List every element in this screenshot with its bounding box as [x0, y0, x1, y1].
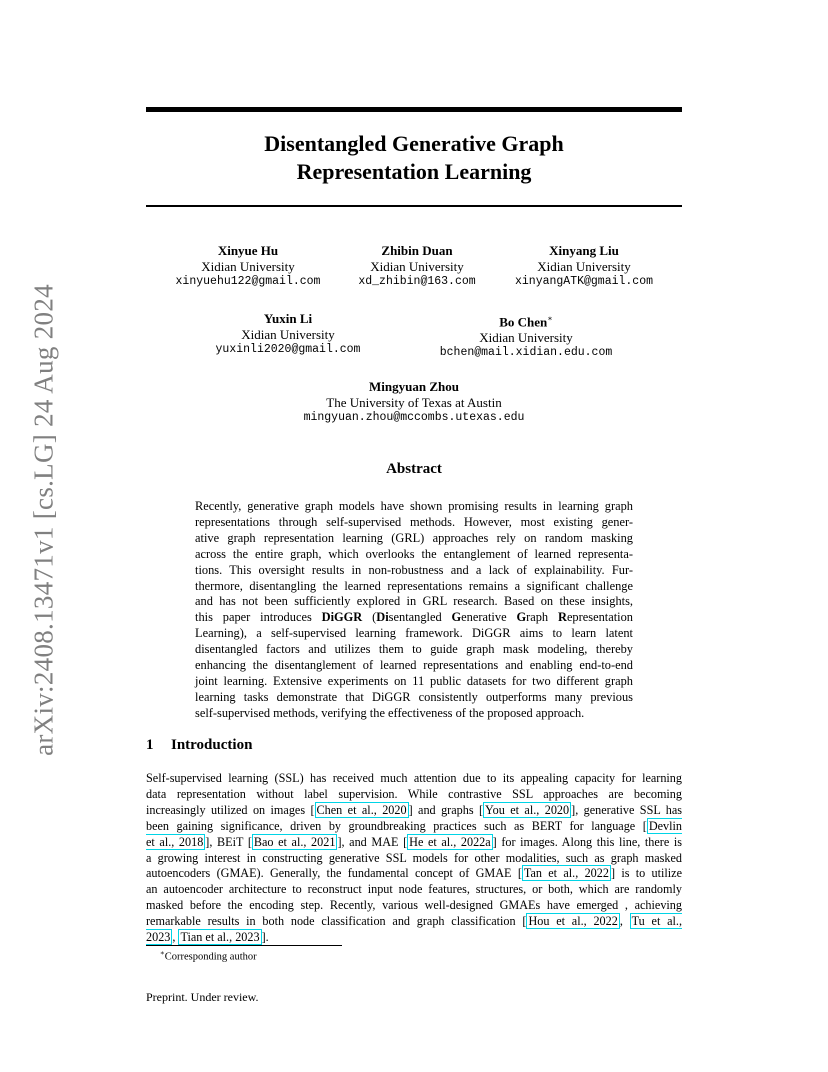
intro-text: , and MAE: [341, 834, 404, 849]
intro-text: ,: [619, 914, 630, 929]
footnote-mark[interactable]: ∗: [547, 314, 553, 323]
author-block: [358, 243, 475, 290]
author-affiliation: Xidian University: [537, 258, 631, 274]
author-affiliation: The University of Texas at Austin: [326, 394, 502, 410]
abstract-heading: Abstract: [386, 461, 442, 477]
author-block: [440, 311, 613, 361]
author-block: [216, 311, 361, 358]
intro-line: a growing interest in constructing generative SSL models for other modalities, such as graph masked: [146, 850, 682, 865]
abstract-line: tions. This oversight results in non-robustness and a lack of explainability. Fur-: [195, 562, 633, 577]
intro-text: been gaining significance, driven by groundbreaking practices such as BERT for language: [146, 818, 643, 833]
author-email[interactable]: xd_zhibin@163.com: [358, 275, 476, 288]
acronym-letters: G: [516, 610, 527, 625]
intro-text: , generative SSL has: [575, 802, 683, 817]
citation-link[interactable]: Tian et al., 2023: [180, 930, 260, 945]
acronym: DiGGR: [321, 610, 363, 625]
abstract-line: joint learning. Extensive experiments on 11 public datasets for two different graph: [195, 673, 633, 688]
acronym-word: enerative: [461, 610, 517, 625]
author-name: Xinyang Liu: [549, 243, 619, 258]
intro-line: autoencoders (GMAE). Generally, the fundamental concept of GMAE [ Tan et al., 2022 ] is to utilize: [146, 866, 682, 881]
arxiv-stamp: arXiv:2408.13471v1 [cs.LG] 24 Aug 2024: [28, 284, 59, 756]
intro-text: autoencoders (GMAE). Generally, the fundamental concept of GMAE: [146, 866, 518, 881]
citation-link[interactable]: Hou et al., 2022: [528, 914, 618, 929]
citation-link[interactable]: Chen et al., 2020: [316, 802, 407, 817]
author-name: Zhibin Duan: [381, 243, 453, 258]
abstract-line: thermore, disentangling the learned representations remains a significant challenge: [195, 578, 633, 593]
intro-line: masked before the encoding step. Recently, various well-designed GMAEs have emerged , achieving: [146, 898, 682, 913]
abstract-line: across the entire graph, which overlooks the entanglement of learned representa-: [195, 546, 633, 561]
section-number: 1: [146, 737, 154, 753]
intro-line: 2023 , Tian et al., 2023 ].: [146, 930, 269, 945]
title-line-2: Representation Learning: [296, 159, 532, 184]
section-heading: [146, 737, 252, 754]
introduction-body: [146, 771, 682, 946]
intro-text: .: [265, 930, 269, 945]
author-affiliation: Xidian University: [201, 258, 295, 274]
author-name: Xinyue Hu: [217, 243, 279, 258]
paper-title: [146, 130, 682, 186]
author-email[interactable]: yuxinli2020@gmail.com: [215, 343, 361, 356]
abstract-line: Recently, generative graph models have shown promising results in learning graph: [195, 499, 633, 513]
citation-link[interactable]: et al., 2018: [146, 834, 204, 849]
abstract-line: learning tasks demonstrate that DiGGR consistently outperforms many previous: [195, 689, 633, 704]
intro-text: remarkable results in both node classification and graph classification: [146, 914, 523, 929]
abstract-text: this paper introduces: [195, 610, 322, 625]
footnote-text: Corresponding author: [164, 951, 257, 963]
intro-text: increasingly utilized on images: [146, 802, 311, 817]
preprint-notice: Preprint. Under review.: [146, 990, 259, 1004]
intro-text: and graphs: [412, 802, 479, 817]
footnote: [160, 949, 257, 963]
author-email[interactable]: mingyuan.zhou@mccombs.utexas.edu: [303, 411, 525, 424]
author-block: [176, 243, 321, 290]
author-name: Mingyuan Zhou: [369, 379, 459, 394]
intro-text: for images. Along this line, there is: [496, 834, 683, 849]
abstract-line: enhancing the disentanglement of learned representations and enabling end-to-end: [195, 658, 633, 673]
citation-link[interactable]: Devlin: [648, 818, 682, 833]
abstract-body: [195, 499, 633, 722]
section-title: Introduction: [171, 737, 253, 753]
intro-text: is to utilize: [615, 866, 682, 881]
acronym-letters: G: [451, 610, 462, 625]
citation-link[interactable]: 2023: [146, 930, 171, 945]
abstract-line: disentangled factors and utilizes them to guide graph mask modeling, thereby: [195, 642, 633, 657]
intro-line: data representation without label supervision. While contrastive SSL approaches are becoming: [146, 786, 682, 801]
citation-link[interactable]: You et al., 2020: [485, 802, 570, 817]
author-email[interactable]: xinyuehu122@gmail.com: [175, 275, 321, 288]
author-email[interactable]: bchen@mail.xidian.edu.com: [439, 346, 613, 360]
intro-line: increasingly utilized on images [ Chen et al., 2020 ] and graphs [ You et al., 2020 ], generative SSL has: [146, 802, 683, 817]
abstract-line: and has not been sufficiently explored in GRL research. Based on these insights,: [195, 594, 633, 609]
citation-link[interactable]: Tan et al., 2022: [523, 866, 609, 881]
author-affiliation: Xidian University: [241, 326, 335, 342]
author-affiliation: Xidian University: [370, 258, 464, 274]
citation-link[interactable]: Tu et al.,: [631, 914, 682, 929]
abstract-line: representations through self-supervised methods. However, most existing gener-: [195, 514, 633, 529]
title-bottom-rule: [146, 205, 682, 207]
intro-line: been gaining significance, driven by groundbreaking practices such as BERT for language [ Devlin: [146, 818, 682, 833]
author-affiliation: Xidian University: [479, 329, 573, 345]
acronym-letters: R: [557, 610, 567, 625]
intro-text: ,: [172, 930, 179, 945]
acronym-letters: Di: [376, 610, 389, 625]
intro-text: , BEiT: [209, 834, 248, 849]
footnote-rule: [146, 945, 342, 946]
acronym-word: sentangled: [388, 610, 452, 625]
title-line-1: Disentangled Generative Graph: [264, 131, 564, 156]
intro-line: Self-supervised learning (SSL) has received much attention due to its appealing capacity for learning: [146, 771, 682, 785]
intro-line: remarkable results in both node classification and graph classification [ Hou et al., 2022 , Tu et al.,: [146, 914, 682, 929]
author-block: [304, 379, 525, 426]
author-email[interactable]: xinyangATK@gmail.com: [514, 275, 654, 288]
author-block: [515, 243, 653, 290]
author-name: [440, 311, 613, 330]
footnote-mark: ∗: [160, 949, 165, 957]
author-name: Yuxin Li: [263, 311, 313, 326]
citation-link[interactable]: Bao et al., 2021: [253, 834, 336, 849]
author-name-text: Bo Chen: [499, 314, 548, 330]
intro-line: et al., 2018 ], BEiT [ Bao et al., 2021 ], and MAE [ He et al., 2022a ] for images. Along this line, there is: [146, 834, 683, 849]
abstract-line: self-supervised methods, verifying the effectiveness of the proposed approach.: [195, 705, 585, 720]
title-top-rule: [146, 107, 682, 112]
citation-link[interactable]: He et al., 2022a: [409, 834, 491, 849]
abstract-line: this paper introduces DiGGR (Disentangled Generative Graph Representation: [195, 610, 633, 625]
abstract-line: Learning), a self-supervised learning framework. DiGGR aims to learn latent: [195, 626, 633, 641]
intro-line: an autoencoder architecture to reconstruct input node features, structures, or both, which are randomly: [146, 882, 682, 897]
acronym-word: raph: [526, 610, 558, 625]
abstract-line: ative graph representation learning (GRL) approaches rely on random masking: [195, 530, 633, 545]
acronym-word: epresentation: [566, 610, 633, 625]
